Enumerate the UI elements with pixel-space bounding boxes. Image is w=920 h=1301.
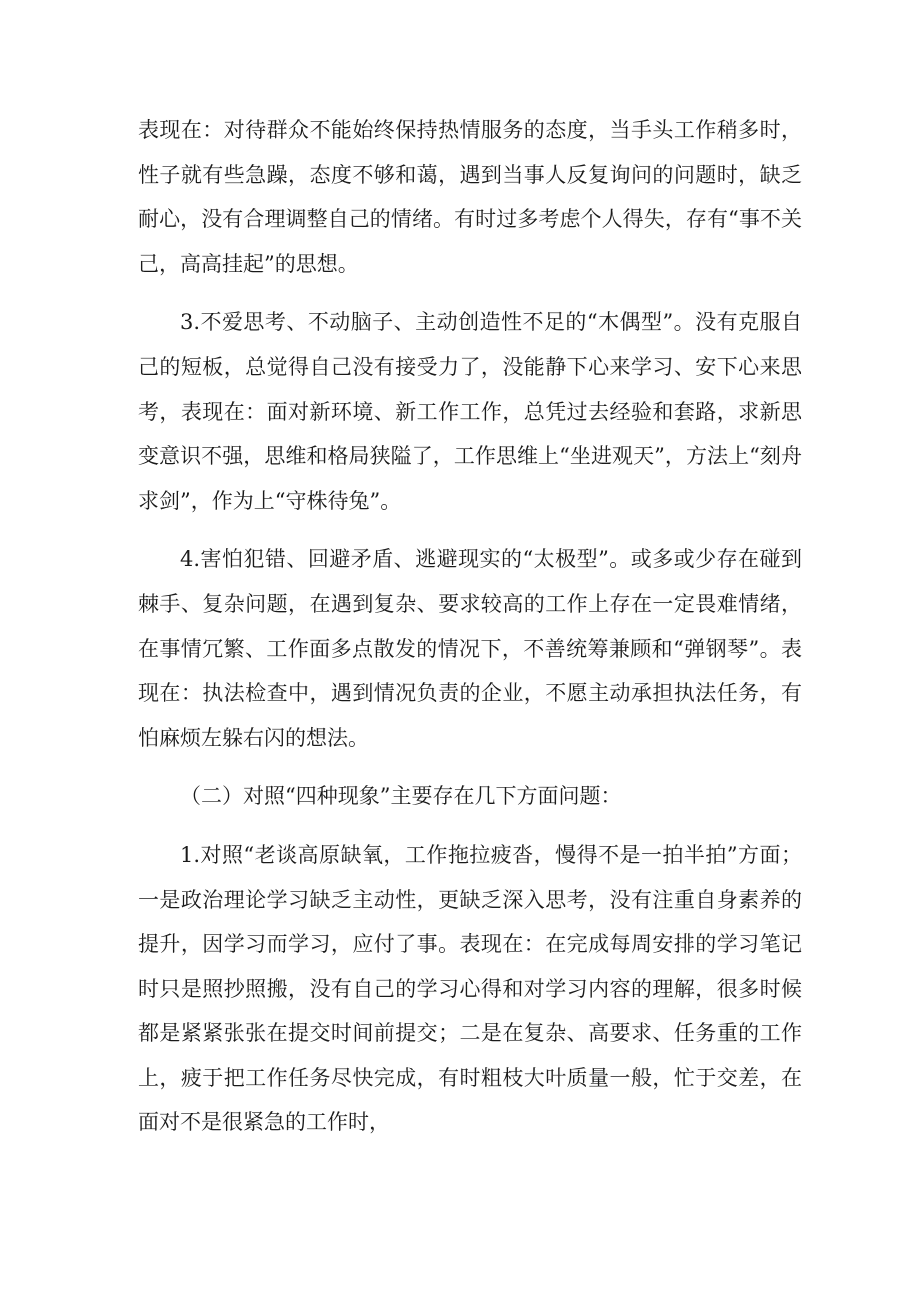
section-heading-four-phenomena: （二）对照“四种现象”主要存在几下方面问题： xyxy=(180,784,622,809)
paragraph-taiji-type: 4.害怕犯错、回避矛盾、逃避现实的“太极型”。或多或少存在碰到棘手、复杂问题，在遇到复杂、要求较高的工作上存在一定畏难情绪，在事情冗繁、工作面多点散发的情况下，不善统筹兼顾和“弹钢琴”。表现在：执法检查中，遇到情况负责的企业，不愿主动承担执法任务，有怕麻烦左躲右闪的想法。 xyxy=(138,547,802,750)
paragraph-item-1: 1.对照“老谈高原缺氧，工作拖拉疲沓，慢得不是一拍半拍”方面；一是政治理论学习缺乏主动性，更缺乏深入思考，没有注重自身素养的提升，因学习而学习，应付了事。表现在：在完成每周安排的学习笔记时只是照抄照搬，没有自己的学习心得和对学习内容的理解，很多时候都是紧紧张张在提交时间前提交；二是在复杂、高要求、任务重的工作上，疲于把工作任务尽快完成，有时粗枝大叶质量一般，忙于交差，在面对不是很紧急的工作时， xyxy=(138,842,802,1135)
document-page xyxy=(138,108,802,1145)
paragraph-puppet-type: 3.不爱思考、不动脑子、主动创造性不足的“木偶型”。没有克服自己的短板，总觉得自己没有接受力了，没能静下心来学习、安下心来思考，表现在：面对新环境、新工作工作，总凭过去经验和套路，求新思变意识不强，思维和格局狭隘了，工作思维上“坐进观天”，方法上“刻舟求剑”，作为上“守株待兔”。 xyxy=(138,310,802,513)
paragraph-attitude: 表现在：对待群众不能始终保持热情服务的态度，当手头工作稍多时，性子就有些急躁，态度不够和蔼，遇到当事人反复询问的问题时，缺乏耐心，没有合理调整自己的情绪。有时过多考虑个人得失，存有“事不关己，高高挂起”的思想。 xyxy=(138,118,802,276)
